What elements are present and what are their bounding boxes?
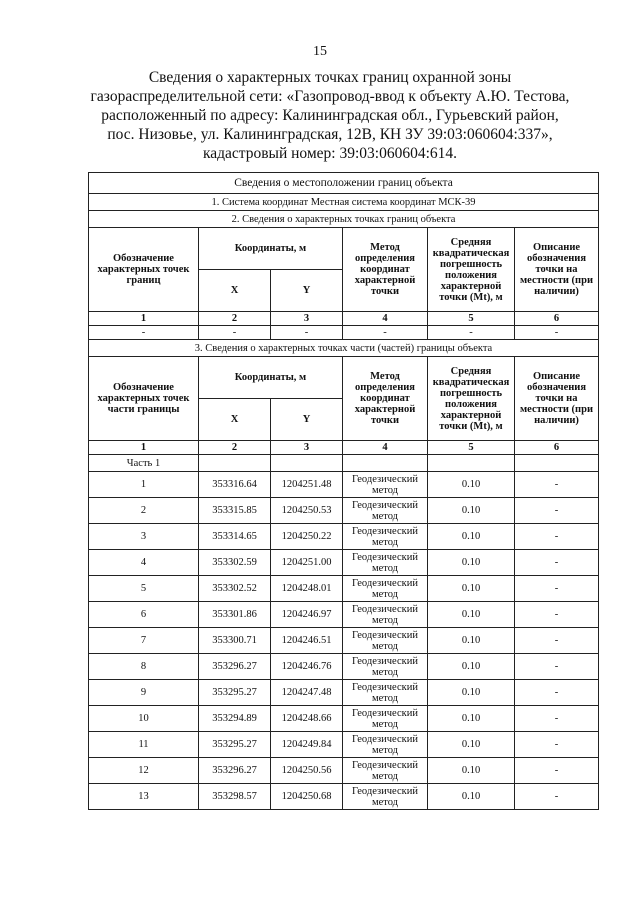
method-cell: Геодезический метод — [343, 472, 428, 498]
column-number: 3 — [271, 312, 343, 326]
section-3-heading: 3. Сведения о характерных точках части (частей) границы объекта — [89, 340, 599, 357]
description-cell: - — [515, 524, 599, 550]
column-number: 6 — [515, 441, 599, 455]
empty-cell — [428, 455, 515, 472]
description-cell: - — [515, 576, 599, 602]
point-number: 1 — [89, 472, 199, 498]
column-number: 2 — [199, 312, 271, 326]
description-cell: - — [515, 784, 599, 810]
error-value: 0.10 — [428, 498, 515, 524]
method-cell: Геодезический метод — [343, 524, 428, 550]
error-value: 0.10 — [428, 654, 515, 680]
description-cell: - — [515, 758, 599, 784]
coordinate-x: 353302.59 — [199, 550, 271, 576]
method-cell: Геодезический метод — [343, 706, 428, 732]
empty-cell-dash: - — [428, 326, 515, 340]
coordinate-x: 353298.57 — [199, 784, 271, 810]
coordinate-y: 1204246.76 — [271, 654, 343, 680]
method-cell: Геодезический метод — [343, 784, 428, 810]
coordinate-x: 353301.86 — [199, 602, 271, 628]
method-cell: Геодезический метод — [343, 628, 428, 654]
method-cell: Геодезический метод — [343, 680, 428, 706]
description-cell: - — [515, 602, 599, 628]
column-number: 4 — [343, 312, 428, 326]
coordinate-y: 1204250.22 — [271, 524, 343, 550]
coordinate-x: 353296.27 — [199, 654, 271, 680]
document-title — [60, 68, 600, 163]
title-line: Сведения о характерных точках границ охранной зоны — [148, 69, 512, 86]
coordinate-y: 1204246.51 — [271, 628, 343, 654]
point-number: 7 — [89, 628, 199, 654]
empty-cell-dash: - — [515, 326, 599, 340]
header-designation-part: Обозначение характерных точек части границы — [89, 357, 199, 441]
coordinate-y: 1204247.48 — [271, 680, 343, 706]
table-row — [89, 654, 599, 680]
table-title: Сведения о местоположении границ объекта — [89, 173, 599, 194]
error-value: 0.10 — [428, 524, 515, 550]
coordinate-y: 1204250.53 — [271, 498, 343, 524]
method-cell: Геодезический метод — [343, 732, 428, 758]
table-row — [89, 472, 599, 498]
part-label: Часть 1 — [89, 455, 199, 472]
description-cell: - — [515, 732, 599, 758]
table-row — [89, 706, 599, 732]
coordinate-system-row: 1. Система координат Местная система координат МСК-39 — [89, 194, 599, 211]
method-cell: Геодезический метод — [343, 550, 428, 576]
error-value: 0.10 — [428, 732, 515, 758]
header-method: Метод определения координат характерной точки — [343, 357, 428, 441]
empty-cell — [343, 455, 428, 472]
coordinate-x: 353295.27 — [199, 680, 271, 706]
column-number: 3 — [271, 441, 343, 455]
coordinate-y: 1204248.66 — [271, 706, 343, 732]
title-line: пос. Низовье, ул. Калининградская, 12В, КН ЗУ 39:03:060604:337», — [107, 126, 553, 143]
coordinate-x: 353295.27 — [199, 732, 271, 758]
header-coordinates: Координаты, м — [199, 357, 343, 399]
coordinate-x: 353314.65 — [199, 524, 271, 550]
header-coordinates: Координаты, м — [199, 228, 343, 270]
header-designation: Обозначение характерных точек границ — [89, 228, 199, 312]
table-row — [89, 784, 599, 810]
header-x: X — [199, 399, 271, 441]
description-cell: - — [515, 706, 599, 732]
error-value: 0.10 — [428, 602, 515, 628]
title-line: кадастровый номер: 39:03:060604:614. — [202, 145, 458, 162]
description-cell: - — [515, 654, 599, 680]
description-cell: - — [515, 628, 599, 654]
description-cell: - — [515, 550, 599, 576]
error-value: 0.10 — [428, 576, 515, 602]
coordinate-y: 1204246.97 — [271, 602, 343, 628]
point-number: 4 — [89, 550, 199, 576]
coordinate-y: 1204249.84 — [271, 732, 343, 758]
coordinate-y: 1204250.56 — [271, 758, 343, 784]
point-number: 8 — [89, 654, 199, 680]
table-row — [89, 576, 599, 602]
error-value: 0.10 — [428, 706, 515, 732]
point-number: 9 — [89, 680, 199, 706]
section-2-heading: 2. Сведения о характерных точках границ объекта — [89, 211, 599, 228]
column-number: 6 — [515, 312, 599, 326]
description-cell: - — [515, 472, 599, 498]
method-cell: Геодезический метод — [343, 576, 428, 602]
coordinate-y: 1204251.48 — [271, 472, 343, 498]
point-number: 10 — [89, 706, 199, 732]
point-number: 2 — [89, 498, 199, 524]
empty-cell — [515, 455, 599, 472]
method-cell: Геодезический метод — [343, 602, 428, 628]
empty-cell — [199, 455, 271, 472]
coordinate-x: 353315.85 — [199, 498, 271, 524]
header-y: Y — [271, 270, 343, 312]
header-error: Средняя квадратическая погрешность положения характерной точки (Mt), м — [428, 357, 515, 441]
header-x: X — [199, 270, 271, 312]
point-number: 11 — [89, 732, 199, 758]
description-cell: - — [515, 498, 599, 524]
method-cell: Геодезический метод — [343, 758, 428, 784]
column-number: 1 — [89, 441, 199, 455]
empty-cell-dash: - — [343, 326, 428, 340]
error-value: 0.10 — [428, 784, 515, 810]
table-row — [89, 550, 599, 576]
table-row — [89, 732, 599, 758]
error-value: 0.10 — [428, 472, 515, 498]
coordinate-x: 353316.64 — [199, 472, 271, 498]
empty-cell-dash: - — [199, 326, 271, 340]
coordinate-x: 353302.52 — [199, 576, 271, 602]
table-row — [89, 758, 599, 784]
table-row — [89, 628, 599, 654]
point-number: 6 — [89, 602, 199, 628]
empty-cell — [271, 455, 343, 472]
table-row — [89, 602, 599, 628]
column-number: 5 — [428, 312, 515, 326]
coordinate-x: 353296.27 — [199, 758, 271, 784]
title-line: расположенный по адресу: Калининградская обл., Гурьевский район, — [101, 107, 559, 124]
header-y: Y — [271, 399, 343, 441]
header-description: Описание обозначения точки на местности (при наличии) — [515, 228, 599, 312]
error-value: 0.10 — [428, 758, 515, 784]
point-number: 13 — [89, 784, 199, 810]
header-error: Средняя квадратическая погрешность положения характерной точки (Mt), м — [428, 228, 515, 312]
point-number: 5 — [89, 576, 199, 602]
empty-cell-dash: - — [271, 326, 343, 340]
method-cell: Геодезический метод — [343, 654, 428, 680]
error-value: 0.10 — [428, 550, 515, 576]
coordinate-x: 353300.71 — [199, 628, 271, 654]
empty-cell-dash: - — [89, 326, 199, 340]
coordinate-y: 1204251.00 — [271, 550, 343, 576]
table-row — [89, 498, 599, 524]
boundary-points-table — [88, 172, 599, 810]
method-cell: Геодезический метод — [343, 498, 428, 524]
header-description: Описание обозначения точки на местности (при наличии) — [515, 357, 599, 441]
column-number: 5 — [428, 441, 515, 455]
description-cell: - — [515, 680, 599, 706]
column-number: 2 — [199, 441, 271, 455]
point-number: 12 — [89, 758, 199, 784]
point-number: 3 — [89, 524, 199, 550]
error-value: 0.10 — [428, 680, 515, 706]
table-row — [89, 680, 599, 706]
title-line: газораспределительной сети: «Газопровод-ввод к объекту А.Ю. Тестова, — [90, 88, 570, 105]
coordinate-x: 353294.89 — [199, 706, 271, 732]
error-value: 0.10 — [428, 628, 515, 654]
column-number: 4 — [343, 441, 428, 455]
column-number: 1 — [89, 312, 199, 326]
page-number: 15 — [313, 44, 327, 59]
header-method: Метод определения координат характерной точки — [343, 228, 428, 312]
coordinate-y: 1204248.01 — [271, 576, 343, 602]
coordinate-y: 1204250.68 — [271, 784, 343, 810]
table-row — [89, 524, 599, 550]
